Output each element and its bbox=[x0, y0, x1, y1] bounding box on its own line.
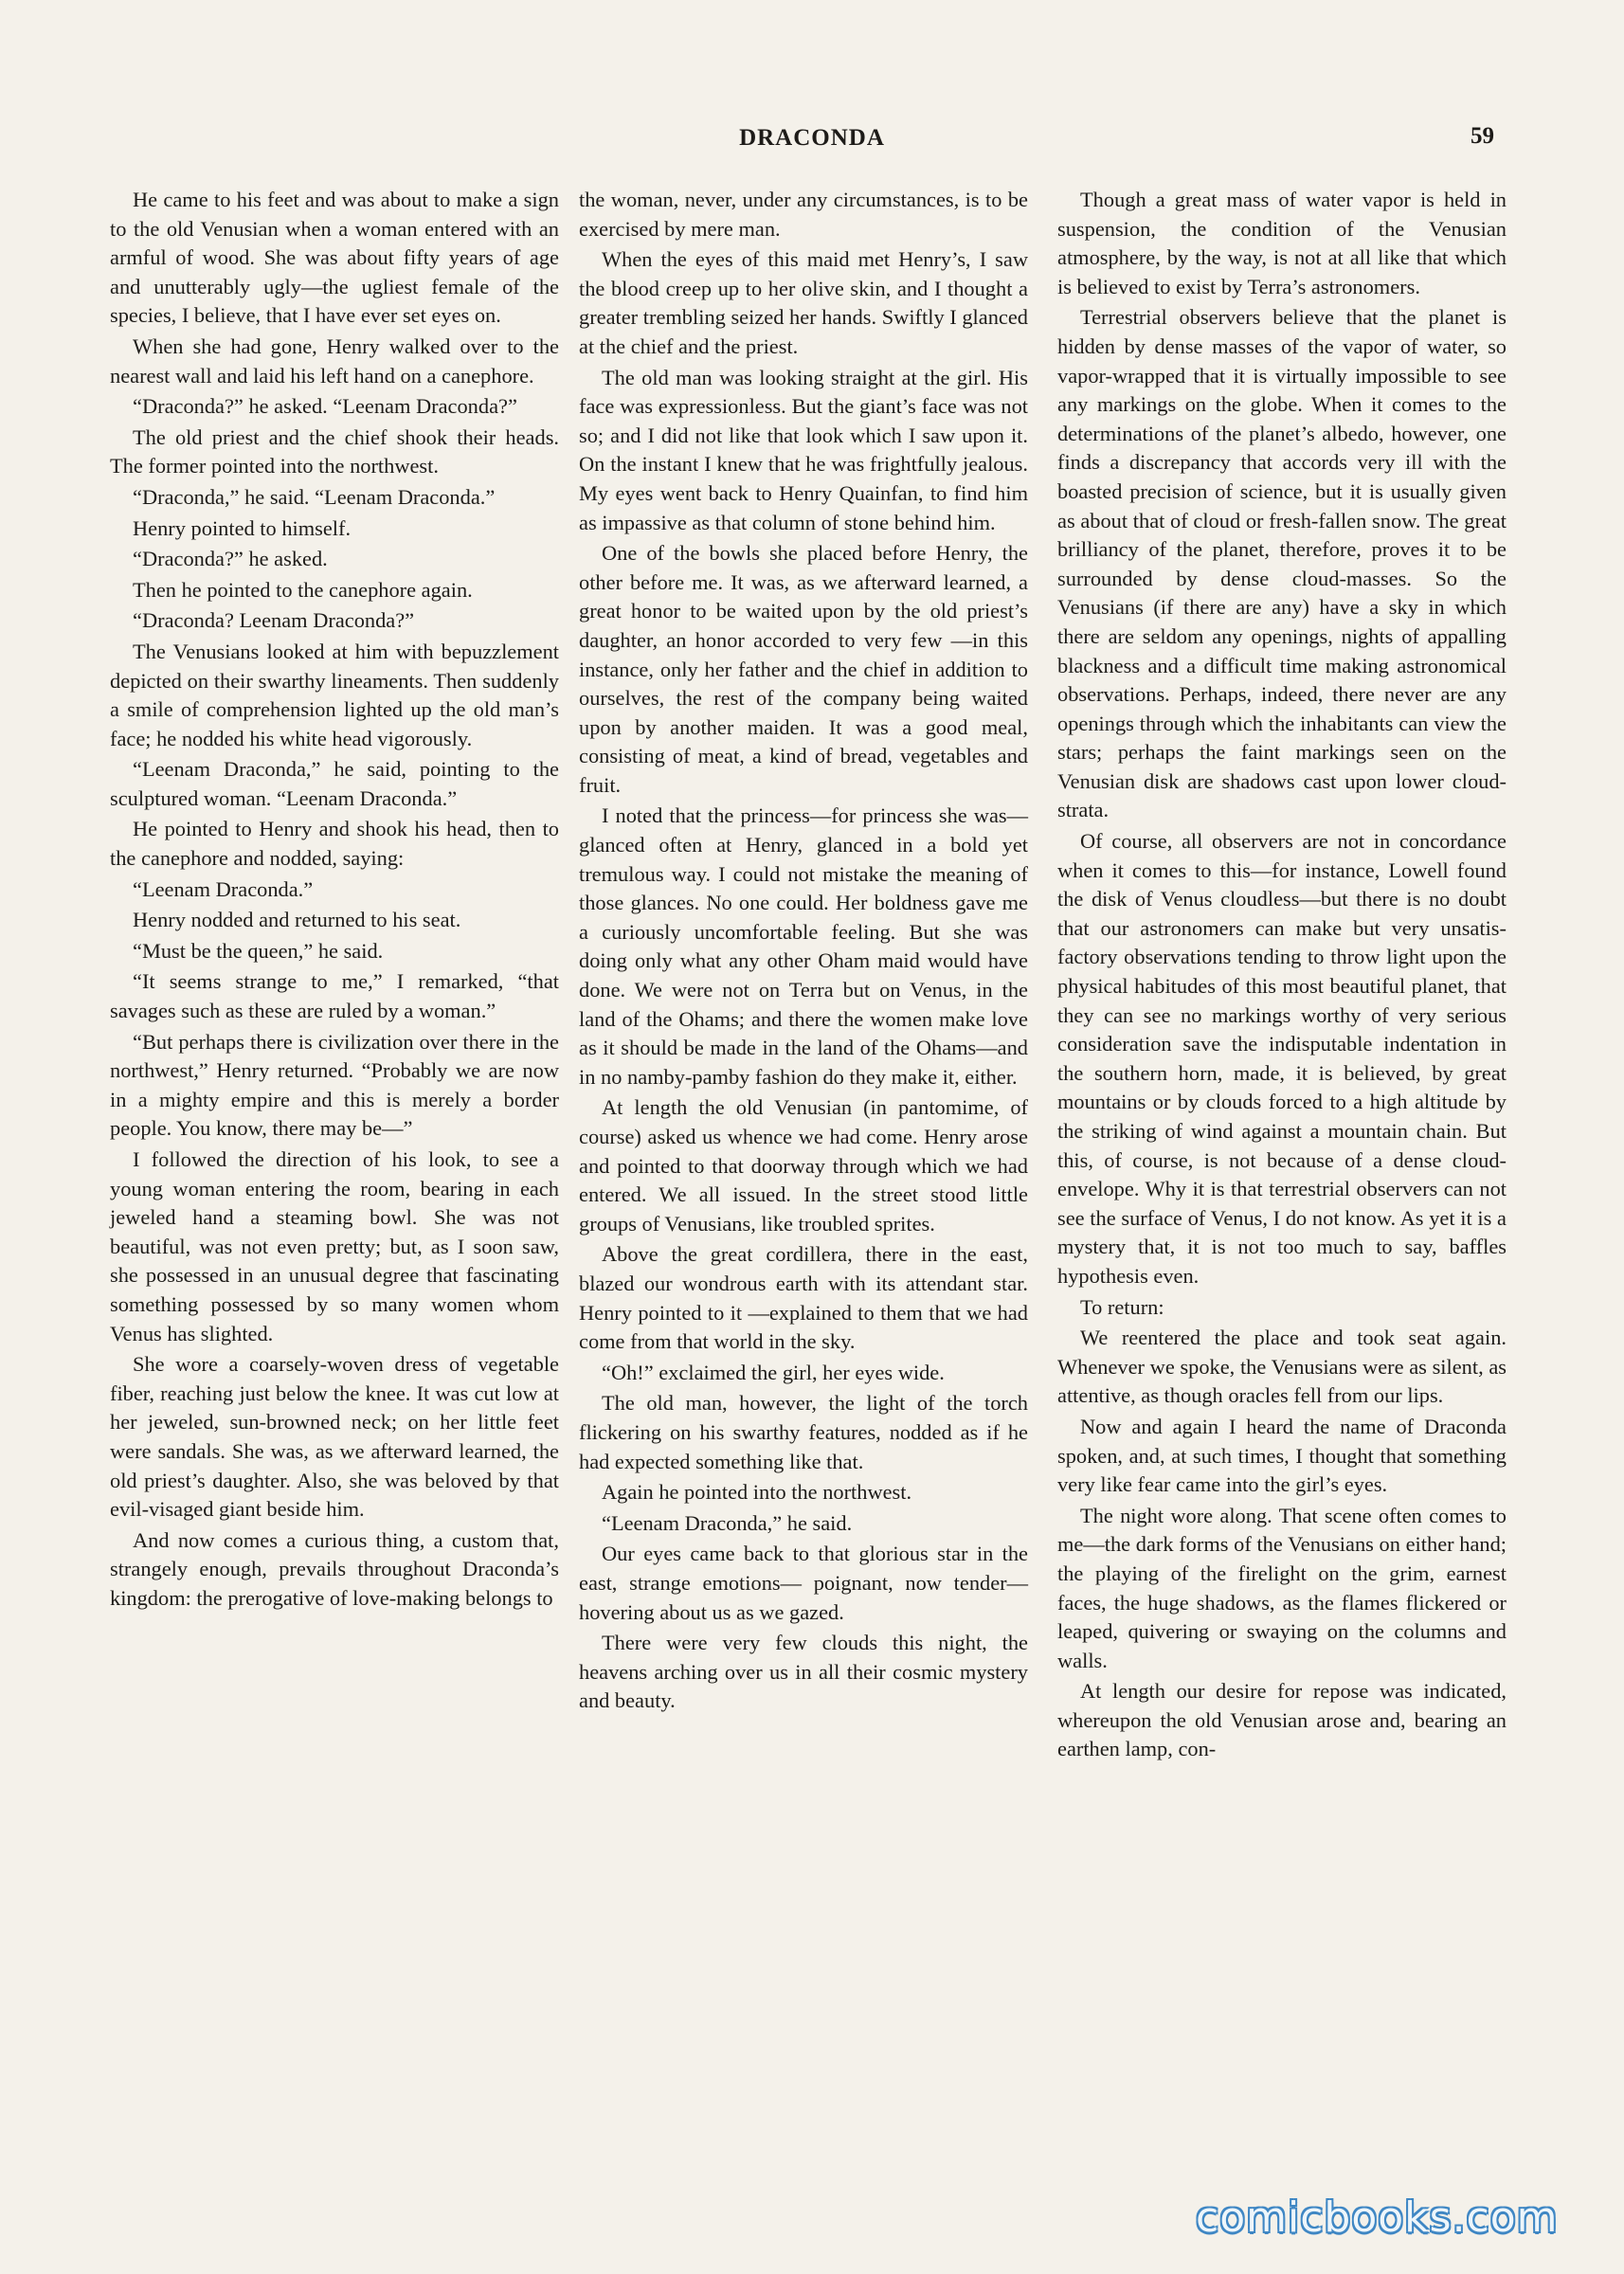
paragraph: At length the old Venusian (in pantomime, of course) asked us whence we had come. Henry arose and pointed to that doorway through which we had entered. We all issued. In the street stood little groups of Venusians, like troubled sprites. bbox=[579, 1095, 1028, 1236]
paragraph: “It seems strange to me,” I remarked, “that savages such as these are ruled by a woman.” bbox=[110, 969, 559, 1023]
running-title: DRACONDA bbox=[739, 125, 885, 151]
paragraph: He came to his feet and was about to make a sign to the old Venusian when a woman entered with an armful of wood. She was about fifty years of age and unutterably ugly—the ugliest female of the species, I believe, that I have ever set eyes on. bbox=[110, 188, 559, 328]
paragraph: “Leenam Draconda,” he said, pointing to the sculptured woman. “Leenam Draconda.” bbox=[110, 757, 559, 810]
paragraph: the woman, never, under any circumstances, is to be exercised by mere man. bbox=[579, 188, 1028, 241]
paragraph: And now comes a curious thing, a custom that, strangely enough, prevails throughout Draconda’s kingdom: the prerogative of love-making belongs to bbox=[110, 1527, 559, 1610]
paragraph: Our eyes came back to that glorious star in the east, strange emotions— poignant, now tender—hovering about us as we gazed. bbox=[579, 1542, 1028, 1624]
paragraph: “Draconda?” he asked. “Leenam Draconda?” bbox=[133, 394, 517, 419]
paragraph: Above the great cordillera, there in the east, blazed our wondrous earth with its attendant star. Henry pointed to it —explained to them that we had come from that world in the sky. bbox=[579, 1242, 1028, 1354]
paragraph: Again he pointed into the northwest. bbox=[602, 1480, 912, 1505]
paragraph: The old man was looking straight at the girl. His face was expressionless. But the giant’s face was not so; and I did not like that look which I saw upon it. On the instant I knew that he was frightfully jealous. My eyes went back to Henry Quainfan, to find him as impassive as that column of stone behind him. bbox=[579, 365, 1028, 534]
paragraph: I followed the direction of his look, to see a young woman entering the room, bearing in each jeweled hand a steaming bowl. She was not beautiful, was not even pretty; but, as I soon saw, she possessed in an unusual degree that fascinating something possessed by so many women whom Venus has slighted. bbox=[110, 1147, 559, 1345]
paragraph: He pointed to Henry and shook his head, then to the canephore and nodded, saying: bbox=[110, 817, 559, 871]
paragraph: When the eyes of this maid met Henry’s, I saw the blood creep up to her olive skin, and I thought a greater trembling seized her hands. Swiftly I glanced at the chief and the priest. bbox=[579, 247, 1028, 358]
paragraph: The old man, however, the light of the torch flickering on his swarthy features, nodded as if he had expected something like that. bbox=[579, 1391, 1028, 1473]
paragraph: To return: bbox=[1080, 1294, 1164, 1319]
paragraph: The night wore along. That scene often comes to me—the dark forms of the Venusians on either hand; the playing of the firelight on the grim, earnest faces, the huge shadows, as the flames flickered or leaped, quivering or swaying on the columns and walls. bbox=[1057, 1503, 1507, 1672]
paragraph: I noted that the princess—for princess she was—glanced often at Henry, glanced in a bold yet tremulous way. I could not mistake the meaning of those glances. No one could. Her boldness gave me a curiously uncomfortable feeling. But she was doing only what any other Oham maid would have done. We were not on Terra but on Venus, in the land of the Ohams; and there the women make love as it should be made in the land of the Ohams—and in no namby-pamby fashion do they make it, either. bbox=[579, 803, 1028, 1089]
paragraph: Now and again I heard the name of Draconda spoken, and, at such times, I thought that something very like fear came into the girl’s eyes. bbox=[1057, 1414, 1507, 1497]
paragraph: Henry pointed to himself. bbox=[133, 515, 352, 540]
paragraph: Henry nodded and returned to his seat. bbox=[133, 908, 461, 932]
paragraph: The old priest and the chief shook their heads. The former pointed into the northwest. bbox=[110, 424, 559, 478]
page-number: 59 bbox=[1471, 123, 1494, 149]
watermark-logo: comicbooks.com bbox=[1196, 2193, 1559, 2242]
paragraph: One of the bowls she placed before Henry, the other before me. It was, as we afterward learned, a great honor to be waited upon by the old priest’s daughter, an honor accorded to very few —in this instance, only her father and the chief in addition to ourselves, the rest of the company being waited upon by another maiden. It was a good meal, consisting of meat, a kind of bread, vegetables and fruit. bbox=[579, 541, 1028, 797]
paragraph: Terrestrial observers believe that the planet is hidden by dense masses of the vapor of water, so vapor-wrapped that it is virtually impossible to see any markings on the globe. When it comes to the determinations of the planet’s albedo, however, one finds a discrepancy that accords very ill with the boasted precision of science, but it is usually given as about that of cloud or fresh-fallen snow. The great brilliancy of the planet, therefore, proves it to be surrounded by dense cloud-masses. So the Venusians (if there are any) have a sky in which there are seldom any openings, nights of appalling blackness and a difficult time making astronomical observations. Perhaps, indeed, there never are any openings through which the inhabitants can view the stars; perhaps the faint markings seen on the Venusian disk are shadows cast upon lower cloud-strata. bbox=[1057, 305, 1507, 822]
paragraph: “Oh!” exclaimed the girl, her eyes wide. bbox=[602, 1360, 945, 1384]
text-column-1 bbox=[110, 186, 559, 1615]
paragraph: There were very few clouds this night, the heavens arching over us in all their cosmic mystery and beauty. bbox=[579, 1631, 1028, 1713]
paragraph: She wore a coarsely-woven dress of vegetable fiber, reaching just below the knee. It was cut low at her jeweled, sun-browned neck; on her little feet were sandals. She was, as we afterward learned, the old priest’s daughter. Also, she was beloved by that evil-visaged giant beside him. bbox=[110, 1352, 559, 1522]
paragraph: Then he pointed to the canephore again. bbox=[133, 577, 473, 602]
text-column-3 bbox=[1057, 186, 1507, 1766]
paragraph: “Leenam Draconda,” he said. bbox=[602, 1510, 853, 1535]
paragraph: At length our desire for repose was indicated, whereupon the old Venusian arose and, bearing an earthen lamp, con- bbox=[1057, 1679, 1507, 1761]
paragraph: The Venusians looked at him with bepuzzlement depicted on their swarthy lineaments. Then suddenly a smile of comprehension lighted up the old man’s face; he nodded his white head vigorously. bbox=[110, 639, 559, 750]
paragraph: “Draconda,” he said. “Leenam Draconda.” bbox=[133, 484, 496, 509]
text-column-2 bbox=[579, 186, 1028, 1718]
paragraph: “But perhaps there is civilization over there in the northwest,” Henry returned. “Probably we are now in a mighty empire and this is merely a border people. You know, there may be—” bbox=[110, 1029, 559, 1141]
paragraph: “Draconda? Leenam Draconda?” bbox=[133, 608, 415, 633]
paragraph: Though a great mass of water vapor is held in suspension, the condition of the Venusian atmosphere, by the way, is not at all like that which is believed to exist by Terra’s astronomers. bbox=[1057, 188, 1507, 298]
paragraph: “Draconda?” he asked. bbox=[133, 547, 328, 571]
paragraph: We reentered the place and took seat again. Whenever we spoke, the Venusians were as silent, as attentive, as though oracles fell from our lips. bbox=[1057, 1326, 1507, 1408]
paragraph: When she had gone, Henry walked over to the nearest wall and laid his left hand on a canephore. bbox=[110, 334, 559, 388]
paragraph: “Must be the queen,” he said. bbox=[133, 938, 384, 963]
paragraph: Of course, all observers are not in concordance when it comes to this—for instance, Lowell found the disk of Venus cloudless—but there is no doubt that our astronomers can make but very unsatisfactory observations tending to throw light upon the physical habitudes of this most beautiful planet, that they can see no markings worthy of very serious consideration save the indisputable indentation in the southern horn, made, it is believed, by great mountains or by clouds forced to a high altitude by the striking of wind against a mountain chain. But this, of course, is not because of a dense cloud-envelope. Why it is that terrestrial observers can not see the surface of Venus, I do not know. As yet it is a mystery that, it is not too much to say, baffles hypothesis even. bbox=[1057, 829, 1507, 1288]
paragraph: “Leenam Draconda.” bbox=[133, 876, 314, 901]
